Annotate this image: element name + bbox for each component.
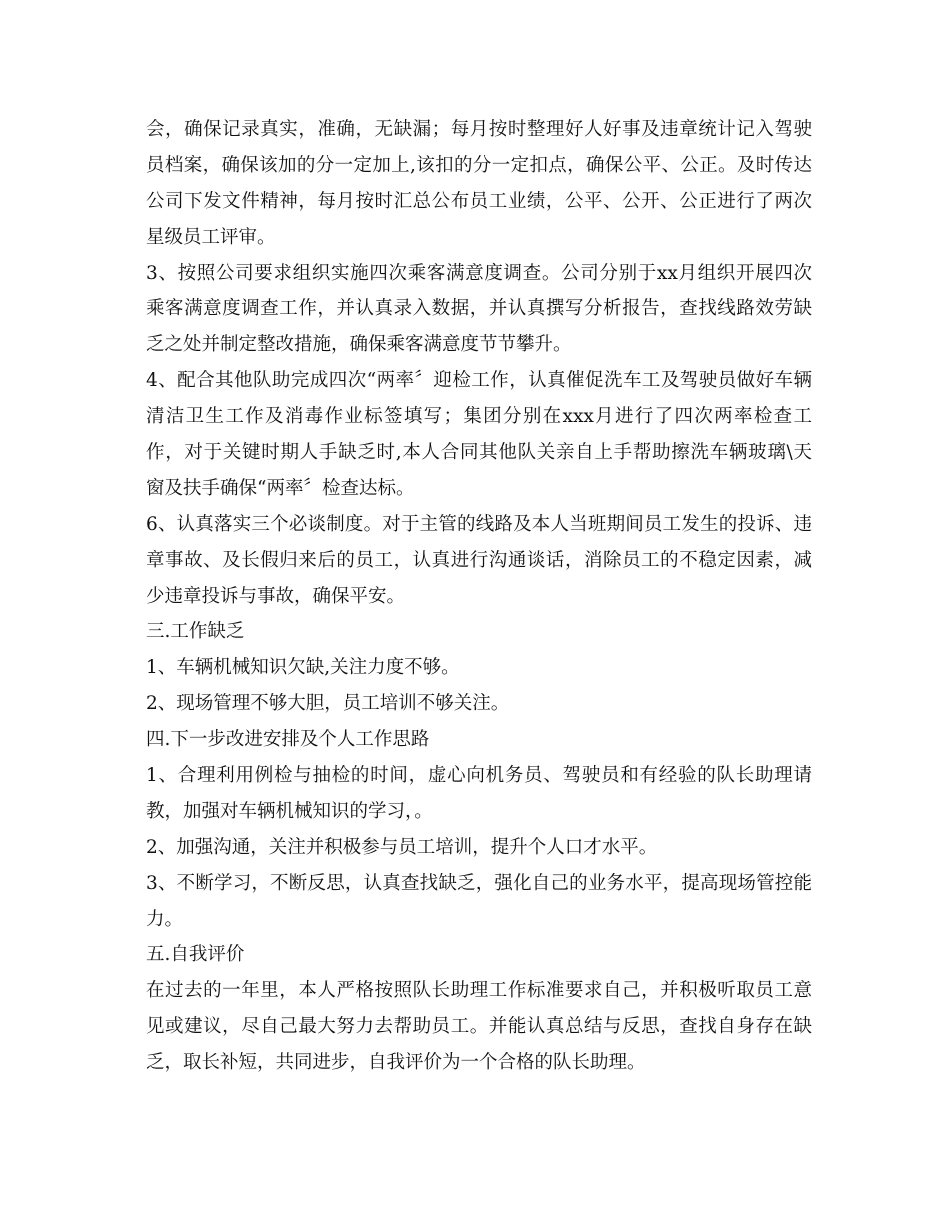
section-heading: 三.工作缺乏	[146, 621, 245, 643]
section-heading: 五.自我评价	[146, 944, 245, 966]
text-line: 3、不断学习，不断反思，认真查找缺乏，强化自己的业务水平，提高现场管控能	[146, 872, 812, 894]
text-line: 员档案，确保该加的分一定加上,该扣的分一定扣点，确保公平、公正。及时传达	[146, 154, 812, 176]
text-line: 乏之处并制定整改措施，确保乘客满意度节节攀升。	[146, 334, 572, 356]
text-line: 2、加强沟通，关注并积极参与员工培训，提升个人口才水平。	[146, 836, 658, 858]
text-line: 星级员工评审。	[146, 226, 276, 248]
text-line: 4、配合其他队助完成四次“两率〞迎检工作，认真催促洗车工及驾驶员做好车辆	[146, 370, 812, 392]
text-line: 会，确保记录真实，准确，无缺漏；每月按时整理好人好事及违章统计记入驾驶	[146, 119, 812, 140]
text-line: 清洁卫生工作及消毒作业标签填写；集团分别在xxx月进行了四次两率检查工	[146, 406, 812, 428]
text-line: 见或建议，尽自己最大努力去帮助员工。并能认真总结与反思，查找自身存在缺	[146, 1016, 812, 1038]
text-line: 在过去的一年里，本人严格按照队长助理工作标准要求自己，并积极听取员工意	[146, 980, 812, 1002]
text-line: 作，对于关键时期人手缺乏时,本人合同其他队关亲自上手帮助擦洗车辆玻璃\天	[146, 442, 812, 464]
text-line: 3、按照公司要求组织实施四次乘客满意度调查。公司分别于xx月组织开展四次	[146, 262, 812, 284]
text-line: 章事故、及长假归来后的员工，认真进行沟通谈话，消除员工的不稳定因素，减	[146, 549, 812, 571]
text-line: 乏，取长补短，共同进步，自我评价为一个合格的队长助理。	[146, 1052, 646, 1074]
text-line: 窗及扶手确保“两率〞检查达标。	[146, 477, 415, 499]
document-body	[146, 112, 812, 1081]
text-line: 1、合理利用例检与抽检的时间，虚心向机务员、驾驶员和有经验的队长助理请	[146, 765, 812, 787]
text-line: 2、现场管理不够大胆，员工培训不够关注。	[146, 693, 510, 715]
text-line: 教，加强对车辆机械知识的学习，。	[146, 800, 433, 822]
text-line: 公司下发文件精神，每月按时汇总公布员工业绩，公平、公开、公正进行了两次	[146, 190, 812, 212]
text-line: 少违章投诉与事故，确保平安。	[146, 585, 406, 607]
section-heading: 四.下一步改进安排及个人工作思路	[146, 729, 430, 751]
text-line: 乘客满意度调查工作，并认真录入数据，并认真撰写分析报告，查找线路效劳缺	[146, 298, 812, 320]
text-line: 6、认真落实三个必谈制度。对于主管的线路及本人当班期间员工发生的投诉、违	[146, 513, 812, 535]
text-line: 1、车辆机械知识欠缺,关注力度不够。	[146, 657, 460, 679]
text-line: 力。	[146, 908, 184, 930]
